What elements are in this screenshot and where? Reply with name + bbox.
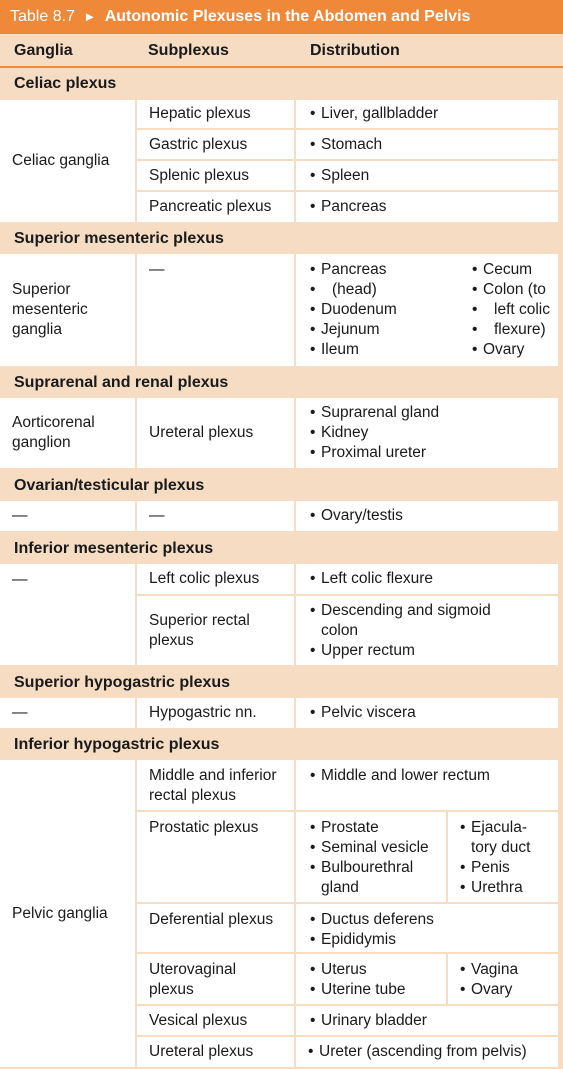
ganglia-cell-suprarenal bbox=[0, 398, 135, 468]
subplexus-cell bbox=[137, 398, 294, 468]
distribution-item: • Liver, gallbladder bbox=[310, 104, 438, 124]
ganglia-text: — bbox=[12, 571, 28, 588]
subplexus-text: Vesical plexus bbox=[149, 1011, 248, 1029]
subplexus-text: Pancreatic plexus bbox=[149, 198, 272, 215]
section-header-inferior-mesenteric: Inferior mesenteric plexus bbox=[14, 539, 214, 557]
section-header-superior-hypogastric: Superior hypogastric plexus bbox=[14, 673, 231, 691]
section-header-inferior-hypogastric: Inferior hypogastric plexus bbox=[14, 736, 220, 753]
ganglia-cell-ovarian bbox=[0, 501, 135, 531]
subplexus-cell bbox=[137, 100, 294, 128]
subplexus-text: Hepatic plexus bbox=[149, 105, 251, 122]
distribution-cell bbox=[296, 100, 558, 128]
distribution-cell bbox=[296, 596, 558, 665]
subplexus-text: Ureteral plexus bbox=[149, 424, 254, 441]
subplexus-text: — bbox=[149, 507, 165, 524]
distribution-item: • Stomach bbox=[310, 135, 382, 155]
distribution-cell bbox=[296, 1006, 558, 1035]
ganglia-text: Pelvic ganglia bbox=[12, 904, 108, 922]
subplexus-text: — bbox=[149, 261, 165, 278]
distribution-item: • Middle and lower rectum bbox=[310, 766, 558, 786]
subplexus-cell bbox=[137, 1006, 294, 1035]
distribution-item: • Pancreas bbox=[310, 197, 386, 217]
distribution-cell bbox=[296, 954, 446, 1004]
distribution-cell bbox=[296, 501, 558, 531]
distribution-item: • Kidney bbox=[310, 423, 439, 443]
distribution-item: • Left colic flexure bbox=[310, 569, 433, 589]
ganglia-text: Superior mesenteric ganglia bbox=[12, 281, 88, 338]
subplexus-cell bbox=[137, 904, 294, 952]
ganglia-text: Celiac ganglia bbox=[12, 152, 110, 169]
distribution-cell bbox=[448, 954, 558, 1004]
distribution-item: • Ejacula- tory duct bbox=[460, 818, 558, 858]
column-header-subplexus: Subplexus bbox=[148, 42, 229, 59]
ganglia-cell-inferior-mesenteric bbox=[0, 564, 135, 665]
distribution-item: • Uterine tube bbox=[310, 980, 446, 1000]
distribution-item: • Ovary bbox=[460, 980, 558, 1000]
distribution-item: • Ductus deferens bbox=[310, 910, 558, 930]
subplexus-cell bbox=[137, 760, 294, 810]
subplexus-text: Ureteral plexus bbox=[149, 1043, 254, 1060]
distribution-cell bbox=[296, 698, 558, 728]
subplexus-text: Uterovaginal plexus bbox=[149, 961, 237, 998]
distribution-cell bbox=[296, 254, 558, 366]
section-header-superior-mesenteric: Superior mesenteric plexus bbox=[14, 230, 224, 247]
subplexus-text: Splenic plexus bbox=[149, 166, 249, 184]
subplexus-cell bbox=[137, 161, 294, 190]
subplexus-cell bbox=[137, 1037, 294, 1067]
subplexus-cell bbox=[137, 698, 294, 728]
distribution-item: • Urinary bladder bbox=[310, 1011, 427, 1031]
distribution-item: • Epididymis bbox=[310, 930, 558, 950]
distribution-item: • Pelvic viscera bbox=[310, 703, 416, 723]
distribution-item: • Seminal vesicle bbox=[310, 838, 446, 858]
subplexus-cell bbox=[137, 130, 294, 159]
subplexus-text: Deferential plexus bbox=[149, 911, 274, 928]
arrow-icon: ► bbox=[83, 9, 97, 24]
distribution-cell bbox=[296, 1037, 558, 1067]
subplexus-cell bbox=[137, 812, 294, 902]
distribution-item: • Vagina bbox=[460, 960, 558, 980]
distribution-item: • Ureter (ascending from pelvis) bbox=[308, 1042, 527, 1062]
distribution-item: • Prostate bbox=[310, 818, 446, 838]
subplexus-text: Left colic plexus bbox=[149, 570, 260, 587]
column-header-row bbox=[0, 34, 563, 68]
distribution-item: • Ovary/testis bbox=[310, 506, 403, 526]
distribution-cell bbox=[296, 812, 446, 902]
distribution-item: • Upper rectum bbox=[310, 641, 491, 661]
distribution-list-right: • Cecum • Colon (to • left colic • flexure) • Ovary bbox=[460, 260, 550, 360]
distribution-cell bbox=[296, 398, 558, 468]
subplexus-cell bbox=[137, 254, 294, 366]
ganglia-text: Aorticorenal ganglion bbox=[12, 414, 95, 451]
distribution-item: • Urethra bbox=[460, 878, 558, 898]
distribution-cell bbox=[296, 760, 558, 810]
distribution-item: • Descending and sigmoid colon bbox=[310, 601, 491, 641]
ganglia-cell-celiac bbox=[0, 100, 135, 222]
subplexus-cell bbox=[137, 564, 294, 594]
distribution-item: • Penis bbox=[460, 858, 558, 878]
column-header-distribution: Distribution bbox=[310, 42, 400, 59]
ganglia-cell-pelvic bbox=[0, 760, 135, 1067]
subplexus-text: Superior rectal plexus bbox=[149, 611, 250, 649]
distribution-cell bbox=[296, 564, 558, 594]
distribution-item: • Bulbourethral gland bbox=[310, 858, 446, 898]
distribution-cell bbox=[448, 812, 558, 902]
distribution-list-left: • Pancreas • (head) • Duodenum • Jejunum • Ileum bbox=[296, 260, 460, 360]
distribution-cell bbox=[296, 904, 558, 952]
subplexus-text: Gastric plexus bbox=[149, 135, 248, 153]
subplexus-cell bbox=[137, 501, 294, 531]
section-header-celiac: Celiac plexus bbox=[14, 75, 117, 92]
subplexus-cell bbox=[137, 192, 294, 222]
distribution-item: • Uterus bbox=[310, 960, 446, 980]
distribution-item: • Spleen bbox=[310, 166, 369, 186]
ganglia-cell-superior-hypogastric bbox=[0, 698, 135, 728]
table-number: Table 8.7 bbox=[10, 8, 75, 25]
subplexus-text: Hypogastric nn. bbox=[149, 704, 257, 721]
distribution-item: • Proximal ureter bbox=[310, 443, 439, 463]
distribution-item: • Suprarenal gland bbox=[310, 403, 439, 423]
ganglia-text: — bbox=[12, 704, 28, 721]
ganglia-text: — bbox=[12, 507, 28, 524]
section-header-ovarian: Ovarian/testicular plexus bbox=[14, 476, 205, 494]
subplexus-cell bbox=[137, 954, 294, 1004]
section-header-suprarenal: Suprarenal and renal plexus bbox=[14, 374, 229, 391]
subplexus-cell bbox=[137, 596, 294, 665]
table-title: Autonomic Plexuses in the Abdomen and Pelvis bbox=[104, 8, 471, 25]
column-header-ganglia: Ganglia bbox=[14, 42, 73, 59]
ganglia-cell-superior-mesenteric bbox=[0, 254, 135, 366]
distribution-cell bbox=[296, 130, 558, 159]
subplexus-text: Prostatic plexus bbox=[149, 819, 259, 836]
distribution-cell bbox=[296, 161, 558, 190]
distribution-cell bbox=[296, 192, 558, 222]
table-title-bar bbox=[0, 0, 563, 34]
subplexus-text: Middle and inferior rectal plexus bbox=[149, 767, 277, 804]
